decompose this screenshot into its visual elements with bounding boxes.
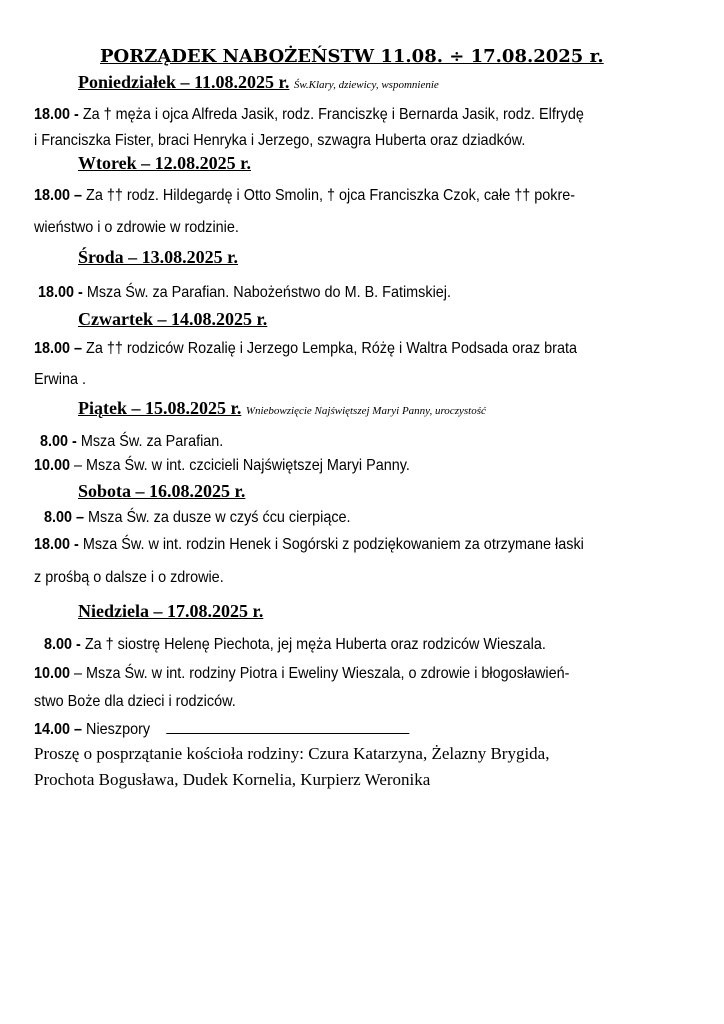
mass-time: 8.00 - (44, 636, 81, 653)
blank-line (167, 718, 410, 734)
mass-intention-continued: z prośbą o dalsze i o zdrowie. (34, 569, 224, 586)
mass-entry (34, 187, 575, 205)
mass-entry (44, 636, 546, 654)
mass-intention-continued: Erwina . (34, 371, 87, 388)
mass-entry (34, 340, 577, 358)
day-heading-thursday: Czwartek – 14.08.2025 r. (78, 309, 268, 329)
mass-intention: Nieszpory (86, 721, 151, 738)
mass-intention: – Msza Św. w int. czcicieli Najświętszej Maryi Panny. (74, 457, 410, 474)
mass-intention: – Msza Św. w int. rodziny Piotra i Eweliny Wieszala, o zdrowie i błogosławień- (74, 665, 570, 682)
day-heading-friday (78, 398, 486, 419)
day-note: Wniebowzięcie Najświętszej Maryi Panny, uroczystość (245, 405, 486, 417)
mass-time: 10.00 (34, 665, 71, 682)
mass-intention: Msza Św. w int. rodzin Henek i Sogórski z podziękowaniem za otrzymane łaski (82, 536, 584, 553)
mass-intention: Za † siostrę Helenę Piechota, jej męża Huberta oraz rodziców Wieszala. (84, 636, 546, 653)
mass-intention: Msza Św. za Parafian. Nabożeństwo do M. B. Fatimskiej. (86, 284, 451, 301)
mass-entry (34, 457, 410, 475)
day-heading-text: Piątek – 15.08.2025 r. (78, 398, 242, 418)
day-heading-text: Poniedziałek – 11.08.2025 r. (78, 72, 290, 92)
day-heading-saturday: Sobota – 16.08.2025 r. (78, 481, 246, 501)
mass-entry (40, 433, 223, 451)
cleaning-note-continued: Prochota Bogusława, Dudek Kornelia, Kurpierz Weronika (34, 770, 431, 789)
mass-entry (34, 536, 584, 554)
mass-intention: Za †† rodz. Hildegardę i Otto Smolin, † ojca Franciszka Czok, całe †† pokre- (86, 187, 576, 204)
day-note: Św.Klary, dziewicy, wspomnienie (293, 79, 439, 91)
mass-time: 18.00 – (34, 187, 83, 204)
mass-intention-continued: i Franciszka Fister, braci Henryka i Jerzego, szwagra Huberta oraz dziadków. (34, 132, 526, 149)
day-heading-tuesday: Wtorek – 12.08.2025 r. (78, 153, 251, 173)
day-heading-sunday: Niedziela – 17.08.2025 r. (78, 601, 264, 621)
mass-time: 18.00 - (38, 284, 83, 301)
page-title: PORZĄDEK NABOŻEŃSTW 11.08. ÷ 17.08.2025 r. (100, 46, 604, 67)
mass-time: 8.00 - (40, 433, 77, 450)
mass-intention: Za †† rodziców Rozalię i Jerzego Lempka, Różę i Waltra Podsada oraz brata (86, 340, 577, 357)
mass-time: 14.00 – (34, 721, 83, 738)
mass-time: 18.00 - (34, 106, 79, 123)
mass-entry (34, 106, 584, 124)
mass-intention-continued: wieństwo i o zdrowie w rodzinie. (34, 219, 239, 236)
mass-intention-continued: stwo Boże dla dzieci i rodziców. (34, 693, 236, 710)
mass-entry (44, 509, 351, 527)
mass-time: 10.00 (34, 457, 71, 474)
cleaning-note: Proszę o posprzątanie kościoła rodziny: Czura Katarzyna, Żelazny Brygida, (34, 744, 550, 763)
day-heading-monday (78, 72, 439, 93)
mass-time: 18.00 - (34, 536, 79, 553)
mass-intention: Za † męża i ojca Alfreda Jasik, rodz. Franciszkę i Bernarda Jasik, rodz. Elfrydę (82, 106, 584, 123)
mass-entry (38, 284, 451, 302)
mass-intention: Msza Św. za dusze w czyś ćcu cierpiące. (88, 509, 351, 526)
mass-entry (34, 665, 569, 683)
mass-entry (34, 718, 410, 739)
mass-time: 8.00 – (44, 509, 85, 526)
mass-time: 18.00 – (34, 340, 83, 357)
mass-intention: Msza Św. za Parafian. (80, 433, 224, 450)
day-heading-wednesday: Środa – 13.08.2025 r. (78, 247, 239, 267)
